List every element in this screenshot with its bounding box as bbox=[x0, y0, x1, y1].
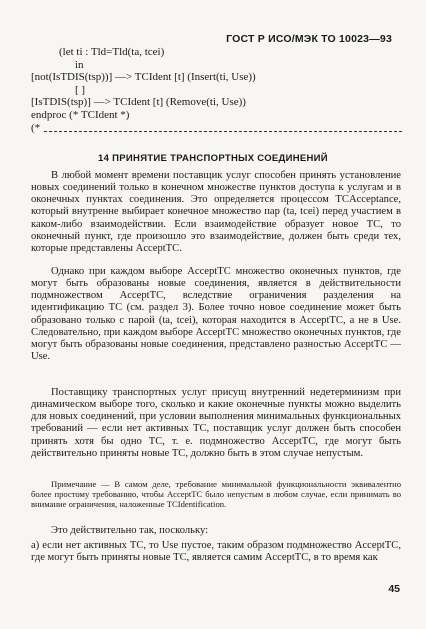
lotos-code-block bbox=[31, 46, 256, 134]
comment-dashed-rule bbox=[44, 131, 402, 132]
code-line: (* bbox=[31, 121, 41, 134]
code-line: [not(IsTDIS(tsp))] —> TCIdent [t] (Insert(ti, Use)) bbox=[31, 71, 256, 84]
note-paragraph: Примечание — В самом деле, требование минимальной функциональности эквивалентно более простому требованию, чтобы AcceptTC было непустым в любом случае, если принимать во внимание ограничения, наложенные TCIdentification. bbox=[31, 479, 401, 509]
running-header: ГОСТ Р ИСО/МЭК ТО 10023—93 bbox=[226, 33, 392, 45]
code-line: endproc (* TCIdent *) bbox=[31, 108, 130, 121]
code-line: (let ti : Tld=Tld(ta, tcei) bbox=[59, 46, 165, 58]
paragraph: Однако при каждом выборе AcceptTC множество оконечных пунктов, где могут быть образованы новые соединения, является в действительности подмножеством AcceptTC, вследствие ограничения разделения на идентификацию TC (см. раздел 3). Более точно новое соединение может быть образовано только с парой (ta, tcei), которая находится в AcceptTC, а не в Use. Следовательно, при каждом выборе AcceptTC множество оконечных пунктов, где могут быть образованы новые соединения, представлено разностью AcceptTC — Use. bbox=[31, 266, 401, 363]
list-item-a: а) если нет активных TC, то Use пустое, таким образом подмножество AcceptTC, где могут быть приняты новые TC, является самим AcceptTC, в то время как bbox=[31, 540, 401, 564]
code-line: [ ] bbox=[75, 83, 86, 96]
section-heading: 14 ПРИНЯТИЕ ТРАНСПОРТНЫХ СОЕДИНЕНИЙ bbox=[98, 153, 328, 164]
code-line: in bbox=[75, 58, 84, 71]
code-line: [IsTDIS(tsp)] —> TCIdent [t] (Remove(ti, Use)) bbox=[31, 96, 246, 109]
paragraph: Поставщику транспортных услуг присущ внутренний недетерминизм при динамическом выборе того, сколько и какие оконечные пункты можно выделить для новых соединений, при условии выполнения минимальных функциональных требований — если нет активных TC, поставщик услуг должен быть способен принять хотя бы одно TC, т. е. подмножество AcceptTC, где могут быть действительно приняты новые TC, должно быть в этом случае непустым. bbox=[31, 387, 401, 459]
paragraph: Это действительно так, поскольку: bbox=[51, 525, 209, 536]
page-number: 45 bbox=[388, 583, 400, 595]
paragraph: В любой момент времени поставщик услуг способен принять установление новых соединений только в конечном множестве пунктов доступа к услугам и в оконечных пунктах соединения. Это определяется процессом TCAcceptance, который внутренне выбирает конечное множество пар (ta, tcei) перед участием в каком-либо взаимодействии. Если взаимодействие образует новое TC, то оконечный пункт, где произошло это взаимодействие, должен быть среди тех, которые представлены AcceptTC. bbox=[31, 170, 401, 254]
